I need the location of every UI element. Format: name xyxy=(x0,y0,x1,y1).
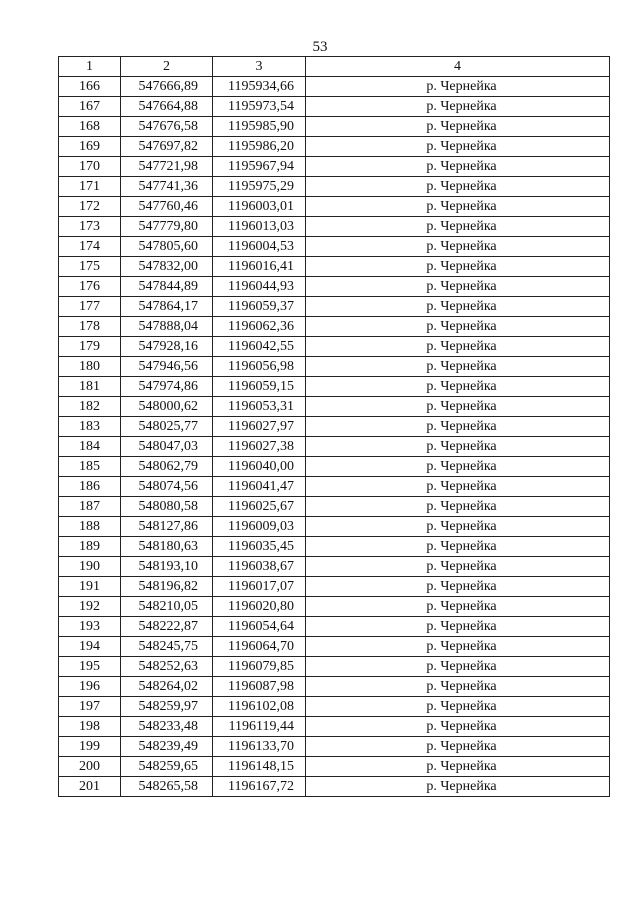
x-coordinate-cell: 548062,79 xyxy=(121,457,213,477)
object-name-cell: р. Чернейка xyxy=(306,137,610,157)
x-coordinate-cell: 548259,65 xyxy=(121,757,213,777)
object-name-cell: р. Чернейка xyxy=(306,277,610,297)
table-row xyxy=(59,657,610,677)
y-coordinate-cell: 1195967,94 xyxy=(213,157,306,177)
y-coordinate-cell: 1196059,37 xyxy=(213,297,306,317)
page-number: 53 xyxy=(312,39,328,55)
y-coordinate-cell: 1196025,67 xyxy=(213,497,306,517)
table-row xyxy=(59,377,610,397)
table-row xyxy=(59,197,610,217)
object-name-cell: р. Чернейка xyxy=(306,317,610,337)
x-coordinate-cell: 548222,87 xyxy=(121,617,213,637)
point-number-cell: 179 xyxy=(59,337,121,357)
object-name-cell: р. Чернейка xyxy=(306,217,610,237)
table-row xyxy=(59,777,610,797)
column-header-2: 2 xyxy=(121,57,213,77)
object-name-cell: р. Чернейка xyxy=(306,77,610,97)
x-coordinate-cell: 548245,75 xyxy=(121,637,213,657)
object-name-cell: р. Чернейка xyxy=(306,497,610,517)
table-row xyxy=(59,77,610,97)
table-row xyxy=(59,437,610,457)
x-coordinate-cell: 548127,86 xyxy=(121,517,213,537)
table-row xyxy=(59,597,610,617)
x-coordinate-cell: 547760,46 xyxy=(121,197,213,217)
point-number-cell: 196 xyxy=(59,677,121,697)
point-number-cell: 171 xyxy=(59,177,121,197)
x-coordinate-cell: 547697,82 xyxy=(121,137,213,157)
x-coordinate-cell: 547832,00 xyxy=(121,257,213,277)
point-number-cell: 191 xyxy=(59,577,121,597)
point-number-cell: 197 xyxy=(59,697,121,717)
object-name-cell: р. Чернейка xyxy=(306,337,610,357)
point-number-cell: 183 xyxy=(59,417,121,437)
y-coordinate-cell: 1196020,80 xyxy=(213,597,306,617)
point-number-cell: 199 xyxy=(59,737,121,757)
object-name-cell: р. Чернейка xyxy=(306,257,610,277)
object-name-cell: р. Чернейка xyxy=(306,757,610,777)
y-coordinate-cell: 1196017,07 xyxy=(213,577,306,597)
point-number-cell: 200 xyxy=(59,757,121,777)
y-coordinate-cell: 1196042,55 xyxy=(213,337,306,357)
table-row xyxy=(59,517,610,537)
y-coordinate-cell: 1196064,70 xyxy=(213,637,306,657)
column-header-3: 3 xyxy=(213,57,306,77)
table-body xyxy=(59,77,610,797)
object-name-cell: р. Чернейка xyxy=(306,677,610,697)
object-name-cell: р. Чернейка xyxy=(306,177,610,197)
column-header-4: 4 xyxy=(306,57,610,77)
y-coordinate-cell: 1196167,72 xyxy=(213,777,306,797)
table-row xyxy=(59,97,610,117)
y-coordinate-cell: 1196013,03 xyxy=(213,217,306,237)
point-number-cell: 190 xyxy=(59,557,121,577)
x-coordinate-cell: 547741,36 xyxy=(121,177,213,197)
table-row xyxy=(59,177,610,197)
point-number-cell: 181 xyxy=(59,377,121,397)
object-name-cell: р. Чернейка xyxy=(306,777,610,797)
y-coordinate-cell: 1196027,97 xyxy=(213,417,306,437)
point-number-cell: 167 xyxy=(59,97,121,117)
point-number-cell: 166 xyxy=(59,77,121,97)
table-row xyxy=(59,257,610,277)
object-name-cell: р. Чернейка xyxy=(306,697,610,717)
y-coordinate-cell: 1196035,45 xyxy=(213,537,306,557)
x-coordinate-cell: 548025,77 xyxy=(121,417,213,437)
object-name-cell: р. Чернейка xyxy=(306,617,610,637)
y-coordinate-cell: 1196009,03 xyxy=(213,517,306,537)
x-coordinate-cell: 548193,10 xyxy=(121,557,213,577)
table-row xyxy=(59,397,610,417)
point-number-cell: 188 xyxy=(59,517,121,537)
object-name-cell: р. Чернейка xyxy=(306,737,610,757)
point-number-cell: 174 xyxy=(59,237,121,257)
x-coordinate-cell: 548047,03 xyxy=(121,437,213,457)
y-coordinate-cell: 1195973,54 xyxy=(213,97,306,117)
object-name-cell: р. Чернейка xyxy=(306,717,610,737)
object-name-cell: р. Чернейка xyxy=(306,597,610,617)
object-name-cell: р. Чернейка xyxy=(306,157,610,177)
y-coordinate-cell: 1196133,70 xyxy=(213,737,306,757)
table-row xyxy=(59,637,610,657)
object-name-cell: р. Чернейка xyxy=(306,437,610,457)
point-number-cell: 187 xyxy=(59,497,121,517)
point-number-cell: 176 xyxy=(59,277,121,297)
table-row xyxy=(59,357,610,377)
object-name-cell: р. Чернейка xyxy=(306,297,610,317)
y-coordinate-cell: 1196062,36 xyxy=(213,317,306,337)
y-coordinate-cell: 1195986,20 xyxy=(213,137,306,157)
y-coordinate-cell: 1196087,98 xyxy=(213,677,306,697)
point-number-cell: 184 xyxy=(59,437,121,457)
y-coordinate-cell: 1195985,90 xyxy=(213,117,306,137)
table-row xyxy=(59,117,610,137)
point-number-cell: 185 xyxy=(59,457,121,477)
x-coordinate-cell: 548074,56 xyxy=(121,477,213,497)
object-name-cell: р. Чернейка xyxy=(306,557,610,577)
x-coordinate-cell: 548252,63 xyxy=(121,657,213,677)
point-number-cell: 172 xyxy=(59,197,121,217)
y-coordinate-cell: 1196053,31 xyxy=(213,397,306,417)
point-number-cell: 170 xyxy=(59,157,121,177)
x-coordinate-cell: 547779,80 xyxy=(121,217,213,237)
table-row xyxy=(59,757,610,777)
object-name-cell: р. Чернейка xyxy=(306,117,610,137)
y-coordinate-cell: 1196044,93 xyxy=(213,277,306,297)
point-number-cell: 180 xyxy=(59,357,121,377)
y-coordinate-cell: 1196102,08 xyxy=(213,697,306,717)
y-coordinate-cell: 1196054,64 xyxy=(213,617,306,637)
x-coordinate-cell: 547888,04 xyxy=(121,317,213,337)
object-name-cell: р. Чернейка xyxy=(306,197,610,217)
x-coordinate-cell: 548239,49 xyxy=(121,737,213,757)
point-number-cell: 168 xyxy=(59,117,121,137)
table-row xyxy=(59,717,610,737)
table-row xyxy=(59,697,610,717)
object-name-cell: р. Чернейка xyxy=(306,97,610,117)
table-row xyxy=(59,137,610,157)
table-row xyxy=(59,277,610,297)
x-coordinate-cell: 547864,17 xyxy=(121,297,213,317)
point-number-cell: 198 xyxy=(59,717,121,737)
table-row xyxy=(59,557,610,577)
x-coordinate-cell: 547676,58 xyxy=(121,117,213,137)
point-number-cell: 189 xyxy=(59,537,121,557)
object-name-cell: р. Чернейка xyxy=(306,657,610,677)
table-row xyxy=(59,617,610,637)
x-coordinate-cell: 548196,82 xyxy=(121,577,213,597)
object-name-cell: р. Чернейка xyxy=(306,517,610,537)
x-coordinate-cell: 547974,86 xyxy=(121,377,213,397)
object-name-cell: р. Чернейка xyxy=(306,237,610,257)
table-row xyxy=(59,577,610,597)
x-coordinate-cell: 548265,58 xyxy=(121,777,213,797)
y-coordinate-cell: 1196148,15 xyxy=(213,757,306,777)
x-coordinate-cell: 548180,63 xyxy=(121,537,213,557)
x-coordinate-cell: 547805,60 xyxy=(121,237,213,257)
object-name-cell: р. Чернейка xyxy=(306,477,610,497)
table-row xyxy=(59,737,610,757)
point-number-cell: 186 xyxy=(59,477,121,497)
table-header xyxy=(59,57,610,77)
y-coordinate-cell: 1196016,41 xyxy=(213,257,306,277)
table-row xyxy=(59,337,610,357)
table-row xyxy=(59,537,610,557)
table-row xyxy=(59,317,610,337)
point-number-cell: 192 xyxy=(59,597,121,617)
x-coordinate-cell: 548264,02 xyxy=(121,677,213,697)
coordinates-table xyxy=(58,56,610,797)
y-coordinate-cell: 1196119,44 xyxy=(213,717,306,737)
x-coordinate-cell: 547664,88 xyxy=(121,97,213,117)
point-number-cell: 173 xyxy=(59,217,121,237)
point-number-cell: 195 xyxy=(59,657,121,677)
table-row xyxy=(59,237,610,257)
y-coordinate-cell: 1196059,15 xyxy=(213,377,306,397)
y-coordinate-cell: 1196004,53 xyxy=(213,237,306,257)
y-coordinate-cell: 1196041,47 xyxy=(213,477,306,497)
table-row xyxy=(59,297,610,317)
x-coordinate-cell: 548259,97 xyxy=(121,697,213,717)
y-coordinate-cell: 1195934,66 xyxy=(213,77,306,97)
point-number-cell: 177 xyxy=(59,297,121,317)
x-coordinate-cell: 548000,62 xyxy=(121,397,213,417)
table-row xyxy=(59,497,610,517)
y-coordinate-cell: 1196079,85 xyxy=(213,657,306,677)
object-name-cell: р. Чернейка xyxy=(306,577,610,597)
x-coordinate-cell: 548233,48 xyxy=(121,717,213,737)
table-row xyxy=(59,157,610,177)
x-coordinate-cell: 547844,89 xyxy=(121,277,213,297)
object-name-cell: р. Чернейка xyxy=(306,537,610,557)
object-name-cell: р. Чернейка xyxy=(306,397,610,417)
table-row xyxy=(59,477,610,497)
object-name-cell: р. Чернейка xyxy=(306,637,610,657)
point-number-cell: 178 xyxy=(59,317,121,337)
header-row xyxy=(59,57,610,77)
point-number-cell: 194 xyxy=(59,637,121,657)
point-number-cell: 182 xyxy=(59,397,121,417)
y-coordinate-cell: 1196056,98 xyxy=(213,357,306,377)
point-number-cell: 193 xyxy=(59,617,121,637)
table-row xyxy=(59,457,610,477)
y-coordinate-cell: 1196027,38 xyxy=(213,437,306,457)
table-row xyxy=(59,217,610,237)
y-coordinate-cell: 1195975,29 xyxy=(213,177,306,197)
object-name-cell: р. Чернейка xyxy=(306,457,610,477)
object-name-cell: р. Чернейка xyxy=(306,417,610,437)
table-row xyxy=(59,417,610,437)
y-coordinate-cell: 1196040,00 xyxy=(213,457,306,477)
y-coordinate-cell: 1196038,67 xyxy=(213,557,306,577)
x-coordinate-cell: 548210,05 xyxy=(121,597,213,617)
object-name-cell: р. Чернейка xyxy=(306,377,610,397)
column-header-1: 1 xyxy=(59,57,121,77)
x-coordinate-cell: 547666,89 xyxy=(121,77,213,97)
x-coordinate-cell: 547721,98 xyxy=(121,157,213,177)
object-name-cell: р. Чернейка xyxy=(306,357,610,377)
x-coordinate-cell: 548080,58 xyxy=(121,497,213,517)
x-coordinate-cell: 547946,56 xyxy=(121,357,213,377)
y-coordinate-cell: 1196003,01 xyxy=(213,197,306,217)
point-number-cell: 175 xyxy=(59,257,121,277)
point-number-cell: 201 xyxy=(59,777,121,797)
x-coordinate-cell: 547928,16 xyxy=(121,337,213,357)
table-row xyxy=(59,677,610,697)
point-number-cell: 169 xyxy=(59,137,121,157)
